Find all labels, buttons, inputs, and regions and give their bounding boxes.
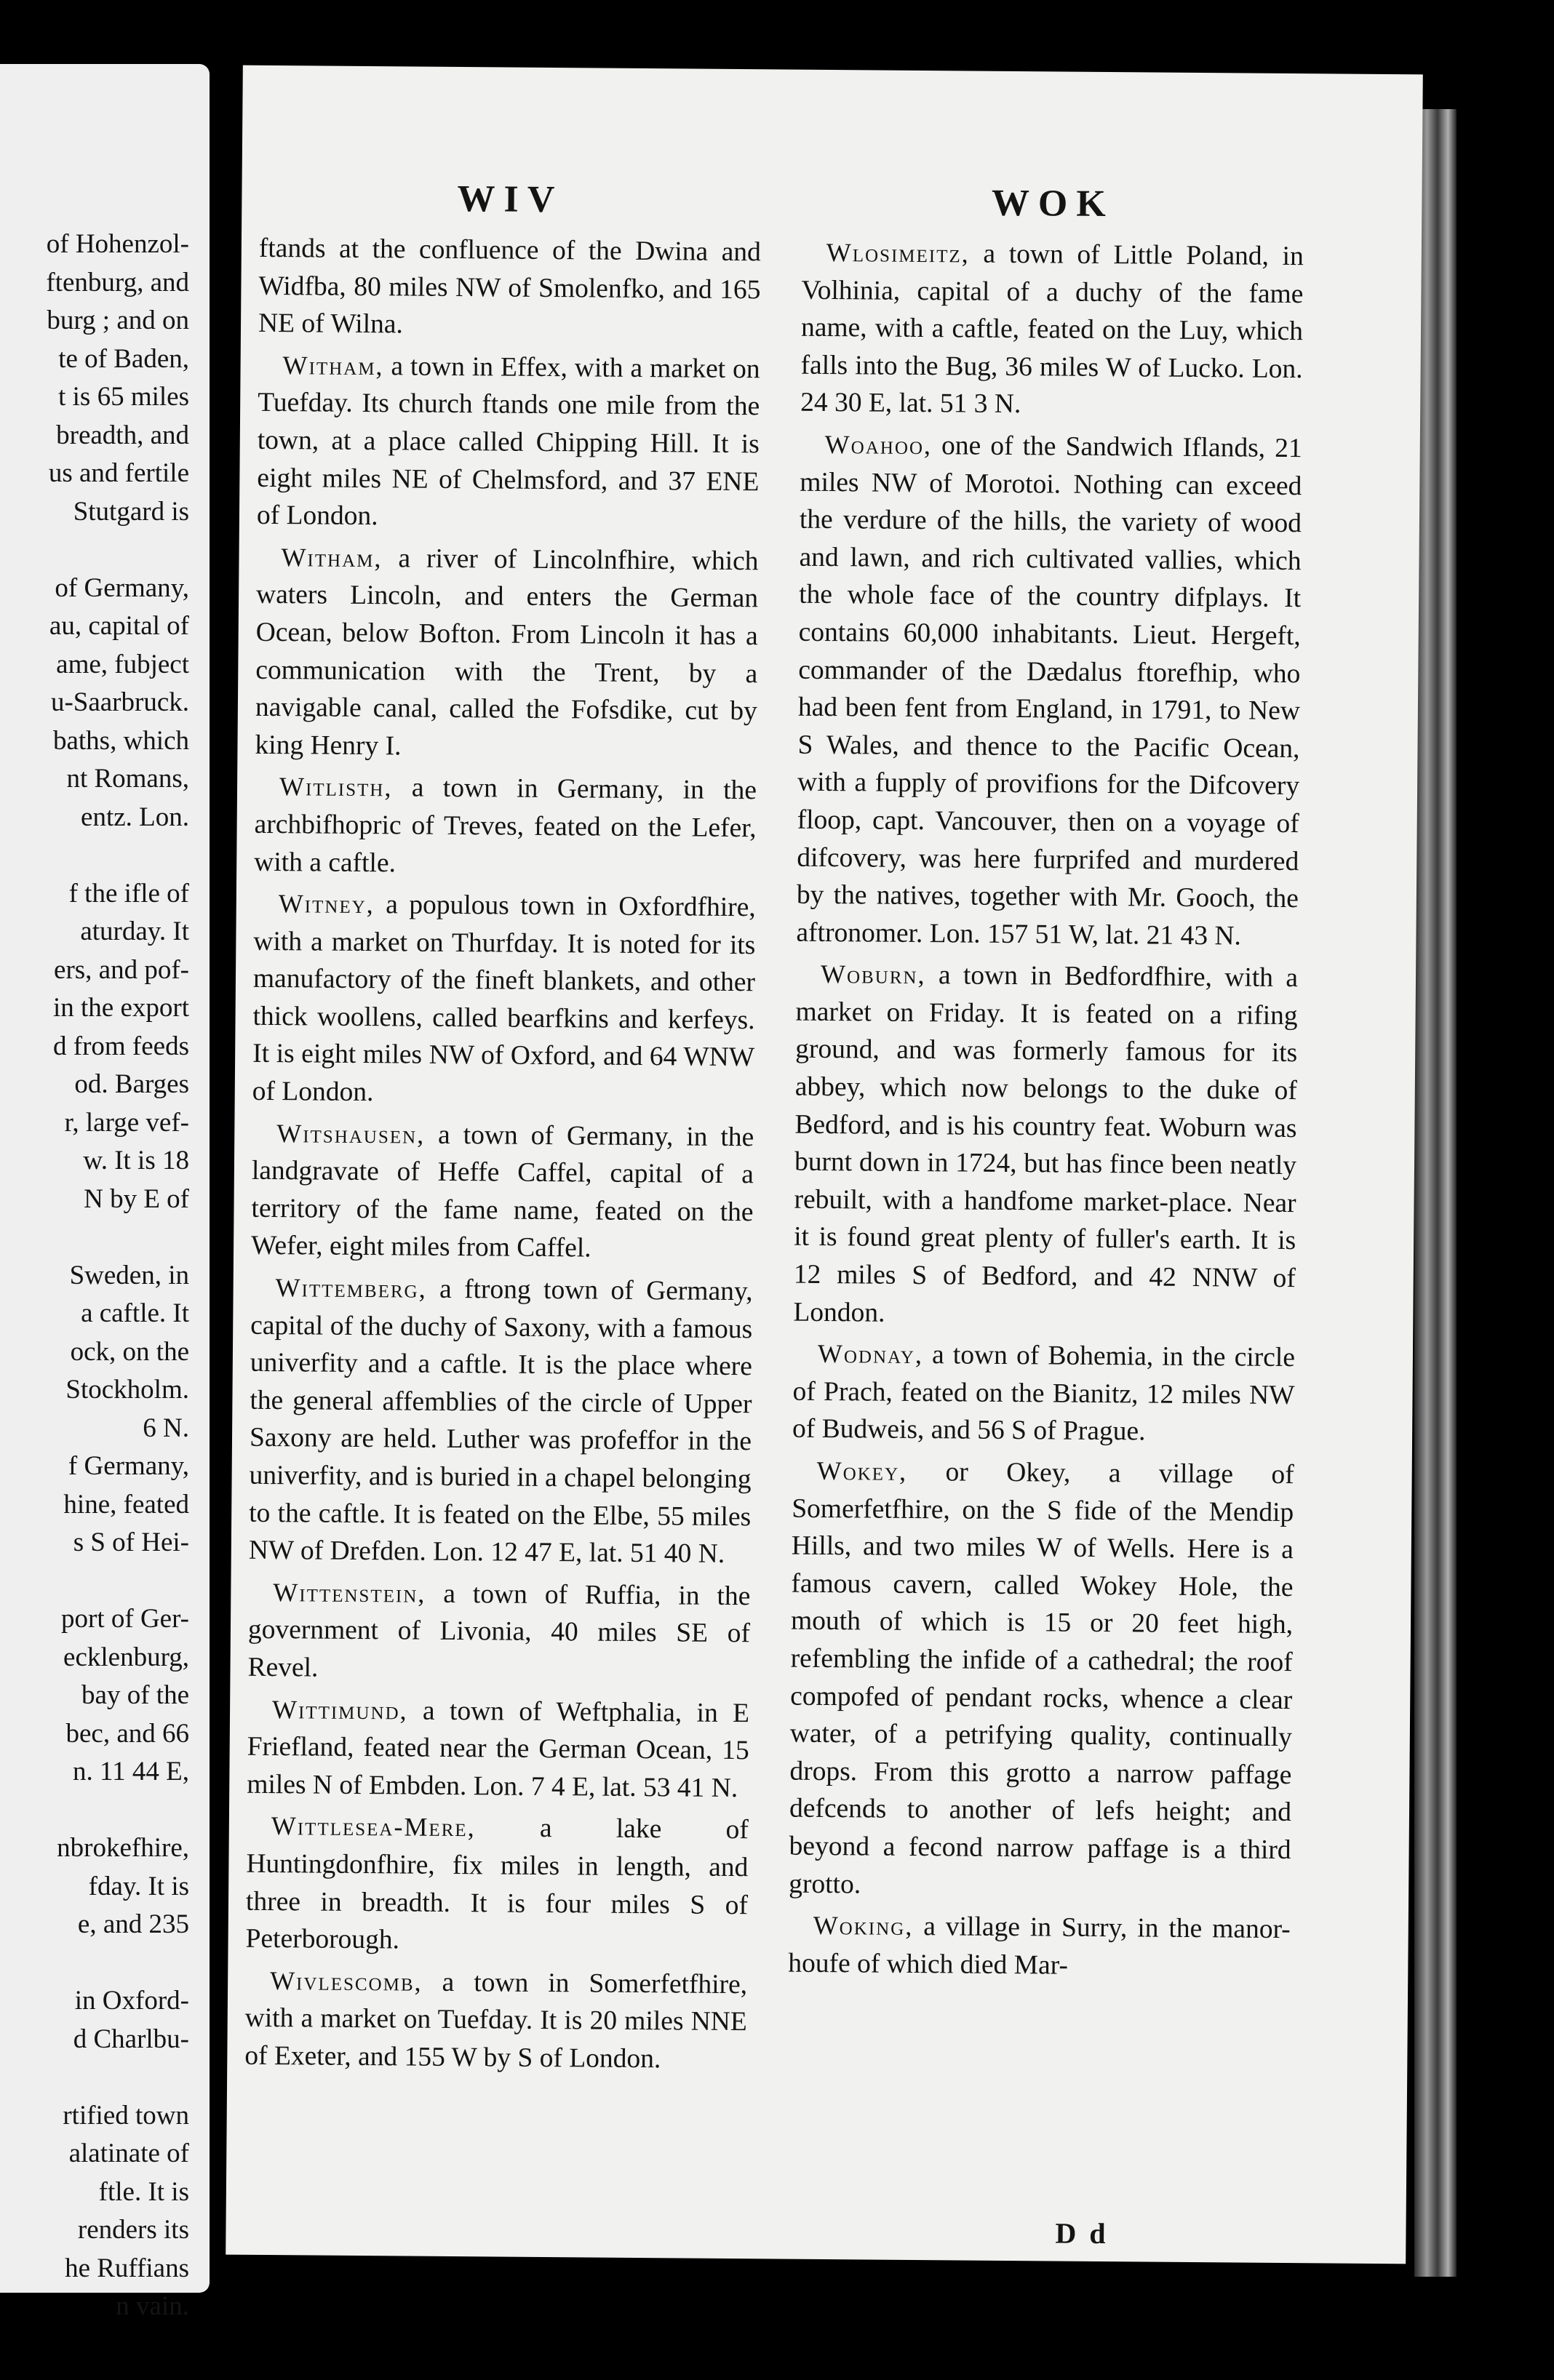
fragment-line: N by E of xyxy=(84,1183,189,1214)
entry-headword: Wivlescomb, xyxy=(270,1965,423,1997)
signature-mark: D d xyxy=(1055,2216,1109,2251)
gazetteer-entry xyxy=(789,1453,1294,1907)
gazetteer-entry xyxy=(793,956,1298,1335)
fragment-line: bay of the xyxy=(81,1680,189,1710)
fragment-line: u-Saarbruck. xyxy=(50,687,189,717)
fragment-line xyxy=(0,2058,189,2097)
facing-page-fragment xyxy=(0,64,210,2321)
fragment-line xyxy=(0,836,189,875)
fragment-line: port of Ger- xyxy=(61,1604,189,1634)
entry-headword: Woahoo, xyxy=(824,429,933,460)
fragment-line: t is 65 miles xyxy=(58,382,189,412)
gazetteer-entry xyxy=(800,234,1304,426)
entry-headword: Wittimund, xyxy=(271,1694,408,1725)
fragment-line: breadth, and xyxy=(56,420,189,450)
gazetteer-entry xyxy=(244,1962,747,2079)
entry-headword: Wittenstein, xyxy=(273,1577,426,1608)
fragment-line: ame, fubject xyxy=(56,649,189,679)
gazetteer-entry xyxy=(247,1690,749,1807)
page-edge xyxy=(1414,109,1457,2277)
fragment-line: alatinate of xyxy=(68,2139,189,2168)
fragment-line: ers, and pof- xyxy=(54,954,189,985)
fragment-line: ock, on the xyxy=(70,1336,189,1367)
fragment-line: in the export xyxy=(52,993,189,1023)
fragment-line: aturday. It xyxy=(80,917,189,946)
running-head-right: WOK xyxy=(991,182,1115,225)
entry-headword: Witshausen, xyxy=(276,1118,426,1149)
entry-text: one of the Sandwich Iflands, 21 miles NW of Morotoi. Nothing can exceed the verdure of the hills, the variety of wood and lawn, and rich cultivated vallies, which the whole face of the country difplays. It contains 60,000 inhabitants. Lieut. Hergeft, commander of the Dædalus ftorefhip, who had been fent from England, in 1791, to New S Wales, and thence to the Pacific Ocean, with a fupply of provifions for the Difcovery floop, capt. Vancouver, then on a voyage of difcovery, was here furprifed and murdered by the natives, together with Mr. Gooch, the aftronomer. Lon. 157 51 W, lat. 21 43 N. xyxy=(796,431,1302,951)
entry-text: a populous town in Oxfordfhire, with a market on Thurfday. It is noted for its manufactory of the fineft blankets, and other thick woollens, called bearfkins and kerfeys. It is eight miles NW of Oxford, and 64 WNW of London. xyxy=(252,890,756,1108)
entry-text: a town in Germany, in the archbifhopric of Treves, feated on the Lefer, with a caftle. xyxy=(254,772,757,878)
entry-text: a ftrong town of Germany, capital of the duchy of Saxony, with a famous univerfity and a caftle. It is the place where the general affemblies of the circle of Upper Saxony are held. Luther was profeffor in the univerfity, and is buried in a chapel belonging to the caftle. It is feated on the Elbe, 55 miles NW of Drefden. Lon. 12 47 E, lat. 51 40 N. xyxy=(248,1274,753,1570)
fragment-line: n. 11 44 E, xyxy=(73,1757,189,1786)
entry-headword: Witham, xyxy=(282,350,384,380)
entry-headword: Wittemberg, xyxy=(275,1273,427,1303)
fragment-line: nt Romans, xyxy=(66,764,189,794)
gazetteer-entry xyxy=(245,1808,749,1962)
fragment-line: te of Baden, xyxy=(58,343,189,374)
facing-page-text xyxy=(0,225,189,2326)
fragment-line xyxy=(0,1792,189,1830)
fragment-line: baths, which xyxy=(52,725,189,756)
entry-text: a town of Weftphalia, in E Friefland, feated near the German Ocean, 15 miles N of Embden. Lon. 7 4 E, lat. 53 41 N. xyxy=(247,1696,750,1803)
fragment-line: of Germany, xyxy=(55,572,189,603)
entry-headword: Wlosimeitz, xyxy=(826,237,970,268)
fragment-line: ftenburg, and xyxy=(46,267,189,298)
running-head-left: WIV xyxy=(457,177,564,221)
left-column xyxy=(244,172,762,2083)
entry-headword: Wodnay, xyxy=(817,1339,924,1370)
fragment-line: ecklenburg, xyxy=(63,1642,189,1672)
fragment-line: burg ; and on xyxy=(47,306,189,335)
entry-headword: Witlisth, xyxy=(279,772,393,802)
fragment-line: ftle. It is xyxy=(98,2176,189,2207)
right-column-entries xyxy=(788,234,1304,1986)
gazetteer-entry xyxy=(247,1574,750,1690)
fragment-line xyxy=(0,1944,189,1983)
fragment-line: 6 N. xyxy=(143,1413,189,1443)
fragment-line: s S of Hei- xyxy=(73,1528,189,1557)
gazetteer-entry xyxy=(255,539,758,768)
fragment-line: bec, and 66 xyxy=(65,1718,189,1749)
fragment-line: d from feeds xyxy=(53,1031,189,1061)
left-column-entries xyxy=(244,230,761,2079)
gazetteer-entry xyxy=(252,885,756,1114)
gazetteer-entry xyxy=(796,426,1302,956)
fragment-line xyxy=(0,1562,189,1601)
entry-headword: Wokey, xyxy=(816,1455,908,1486)
fragment-line: fday. It is xyxy=(88,1871,189,1901)
entry-text: a town of Ruffia, in the government of Livonia, 40 miles SE of Revel. xyxy=(247,1578,751,1683)
entry-headword: Witham, xyxy=(281,542,383,572)
fragment-line: rtified town xyxy=(63,2100,189,2131)
entry-headword: Witney, xyxy=(278,889,375,919)
fragment-line: he Ruffians xyxy=(65,2253,189,2283)
entry-text: a village in Surry, in the manor-houfe of which died Mar- xyxy=(788,1912,1291,1981)
fragment-line: f Germany, xyxy=(68,1451,189,1481)
fragment-line: od. Barges xyxy=(74,1069,189,1099)
fragment-line: a caftle. It xyxy=(81,1298,189,1328)
gazetteer-entry xyxy=(254,768,757,884)
right-column xyxy=(788,176,1304,1991)
fragment-line: f the ifle of xyxy=(68,878,189,909)
entry-text: a town of Bohemia, in the circle of Prach, feated on the Bianitz, 12 miles NW of Budweis, and 56 S of Prague. xyxy=(792,1340,1296,1447)
entry-text: a river of Lincolnfhire, which waters Lincoln, and enters the German Ocean, below Bofton. From Lincoln it has a communication with the Trent, by a navigable canal, called the Fofsdike, cut by king Henry I. xyxy=(255,543,759,762)
fragment-line: hine, feated xyxy=(63,1489,189,1520)
dictionary-page xyxy=(226,65,1423,2264)
entry-text: a town in Somerfetfhire, with a market on Tuefday. It is 20 miles NNE of Exeter, and 155 W by S of London. xyxy=(244,1967,748,2074)
fragment-line: n vain. xyxy=(116,2291,189,2321)
fragment-line: Stockholm. xyxy=(65,1375,189,1405)
entry-text: or Okey, a village of Somerfetfhire, on the S fide of the Mendip Hills, and two miles W of Wells. Here is a famous cavern, called Wokey Hole, the mouth of which is 15 or 20 feet high, refembling the infide of a cathedral; the roof compofed of pendant rocks, whence a clear water, of a petrifying quality, continually drops. From this grotto a narrow paffage defcends to another of lefs height; and beyond a fecond narrow paffage is a third grotto. xyxy=(789,1456,1294,1899)
fragment-line: au, capital of xyxy=(49,611,189,641)
fragment-line: of Hohenzol- xyxy=(46,229,189,259)
fragment-line: us and fertile xyxy=(48,458,189,488)
fragment-line: in Oxford- xyxy=(74,1986,189,2016)
entry-text: a town of Little Poland, in Volhinia, capital of a duchy of the fame name, with a caftle, feated on the Luy, which falls into the Bug, 36 miles W of Lucko. Lon. 24 30 E, lat. 51 3 N. xyxy=(800,239,1304,420)
gazetteer-entry xyxy=(257,347,760,538)
gazetteer-entry xyxy=(249,1269,753,1573)
entry-text: ftands at the confluence of the Dwina and Widfba, 80 miles NW of Smolenfko, and 165 NE of Wilna. xyxy=(258,233,762,340)
gazetteer-entry xyxy=(788,1907,1291,1986)
entry-headword: Wittlesea-Mere, xyxy=(271,1811,476,1842)
fragment-line xyxy=(0,1218,189,1257)
entry-headword: Woburn, xyxy=(820,959,926,990)
fragment-line: d Charlbu- xyxy=(73,2024,189,2054)
fragment-line: r, large vef- xyxy=(64,1107,189,1138)
fragment-line: Sweden, in xyxy=(69,1260,189,1290)
fragment-line: nbrokefhire, xyxy=(57,1833,189,1863)
entry-text: a town of Germany, in the landgravate of Heffe Caffel, capital of a territory of the fame name, feated on the Wefer, eight miles from Caffel. xyxy=(250,1119,754,1263)
fragment-line: w. It is 18 xyxy=(83,1146,189,1175)
entry-headword: Woking, xyxy=(813,1911,914,1941)
fragment-line: Stutgard is xyxy=(73,496,189,527)
entry-text: a lake of Huntingdonfhire, fix miles in length, and three in breadth. It is four miles S of Peterborough. xyxy=(245,1813,749,1955)
gazetteer-entry xyxy=(251,1114,754,1269)
fragment-line: entz. Lon. xyxy=(81,802,189,832)
entry-text: a town in Bedfordfhire, with a market on Friday. It is feated on a rifing ground, and was formerly famous for its abbey, which now belongs to the duke of Bedford, and is his country feat. Woburn was burnt down in 1724, but has fince been neatly rebuilt, with a handfome market-place. Near it is found great plenty of fuller's earth. It is 12 miles S of Bedford, and 42 NNW of London. xyxy=(793,960,1299,1328)
gazetteer-entry xyxy=(258,230,761,346)
fragment-line: renders its xyxy=(77,2215,189,2245)
fragment-line: e, and 235 xyxy=(77,1909,189,1939)
entry-text: a town in Effex, with a market on Tuefday. Its church ftands one mile from the town, at a place called Chipping Hill. It is eight miles NE of Chelmsford, and 37 ENE of London. xyxy=(256,351,760,532)
gazetteer-entry xyxy=(792,1335,1295,1452)
fragment-line xyxy=(0,531,189,570)
